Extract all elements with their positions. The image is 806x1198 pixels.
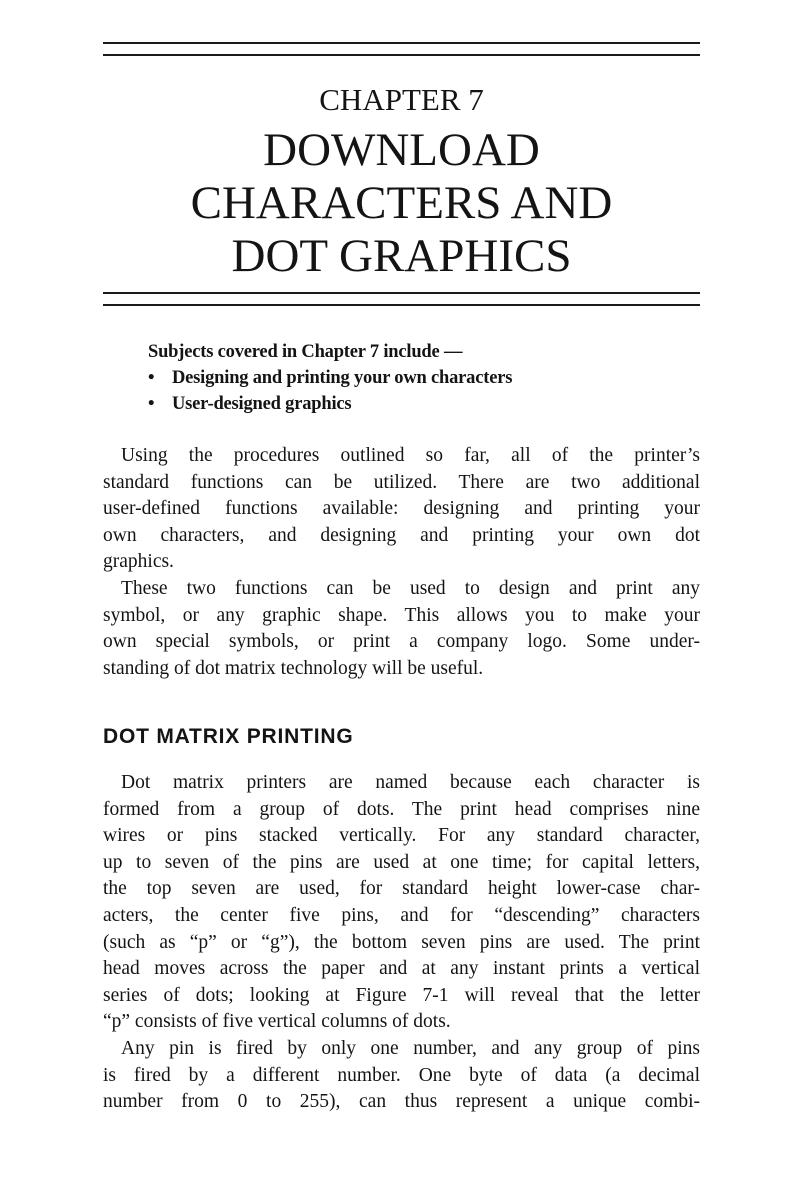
text-line: the top seven are used, for standard height lower-case char- xyxy=(103,878,700,900)
section-paragraph xyxy=(103,1036,700,1116)
text-line: (such as “p” or “g”), the bottom seven pins are used. The print xyxy=(103,931,700,953)
text-line: is fired by a different number. One byte of data (a decimal xyxy=(103,1064,700,1086)
section-heading: DOT MATRIX PRINTING xyxy=(103,725,354,748)
subjects-box xyxy=(148,339,688,417)
text-line: user-defined functions available: designing and printing your xyxy=(103,498,700,520)
text-line: “p” consists of five vertical columns of dots. xyxy=(103,1011,451,1033)
text-line: Dot matrix printers are named because each character is xyxy=(121,772,700,793)
section-paragraph xyxy=(103,770,700,1036)
chapter-title-line-2: CHARACTERS AND xyxy=(190,177,613,229)
chapter-title-line-1: DOWNLOAD xyxy=(263,124,540,176)
chapter-title-line-3: DOT GRAPHICS xyxy=(231,230,572,282)
text-line: series of dots; looking at Figure 7-1 will reveal that the letter xyxy=(103,984,700,1006)
subject-item-label: Designing and printing your own characters xyxy=(172,368,513,388)
text-line: standing of dot matrix technology will be useful. xyxy=(103,657,484,679)
bullet-icon: • xyxy=(148,368,155,388)
text-line: acters, the center five pins, and for “descending” characters xyxy=(103,904,700,926)
title-rule-upper xyxy=(103,292,700,294)
top-rule-lower xyxy=(103,54,700,56)
top-rule-upper xyxy=(103,42,700,44)
text-line: number from 0 to 255), can thus represent a unique combi- xyxy=(103,1091,700,1113)
subject-item xyxy=(148,365,688,391)
intro-paragraph xyxy=(103,576,700,682)
text-line: These two functions can be used to design and print any xyxy=(121,578,700,599)
text-line: own special symbols, or print a company logo. Some under- xyxy=(103,631,700,653)
subject-item-label: User-designed graphics xyxy=(172,394,352,414)
text-line: formed from a group of dots. The print head comprises nine xyxy=(103,798,700,820)
bullet-icon: • xyxy=(148,394,155,414)
text-line: standard functions can be utilized. There are two additional xyxy=(103,471,700,493)
subjects-intro: Subjects covered in Chapter 7 include — xyxy=(148,342,463,362)
text-line: head moves across the paper and at any instant prints a vertical xyxy=(103,958,700,980)
text-line: up to seven of the pins are used at one time; for capital letters, xyxy=(103,851,700,873)
text-line: symbol, or any graphic shape. This allows you to make your xyxy=(103,604,700,626)
text-line: Any pin is fired by only one number, and any group of pins xyxy=(121,1038,700,1059)
text-line: Using the procedures outlined so far, all of the printer’s xyxy=(121,445,700,466)
title-rule-lower xyxy=(103,304,700,306)
chapter-label: CHAPTER 7 xyxy=(319,82,484,117)
text-line: own characters, and designing and printing your own dot xyxy=(103,524,700,546)
subject-item xyxy=(148,391,688,417)
intro-paragraph xyxy=(103,443,700,576)
text-line: wires or pins stacked vertically. For any standard character, xyxy=(103,825,700,847)
text-line: graphics. xyxy=(103,551,174,573)
